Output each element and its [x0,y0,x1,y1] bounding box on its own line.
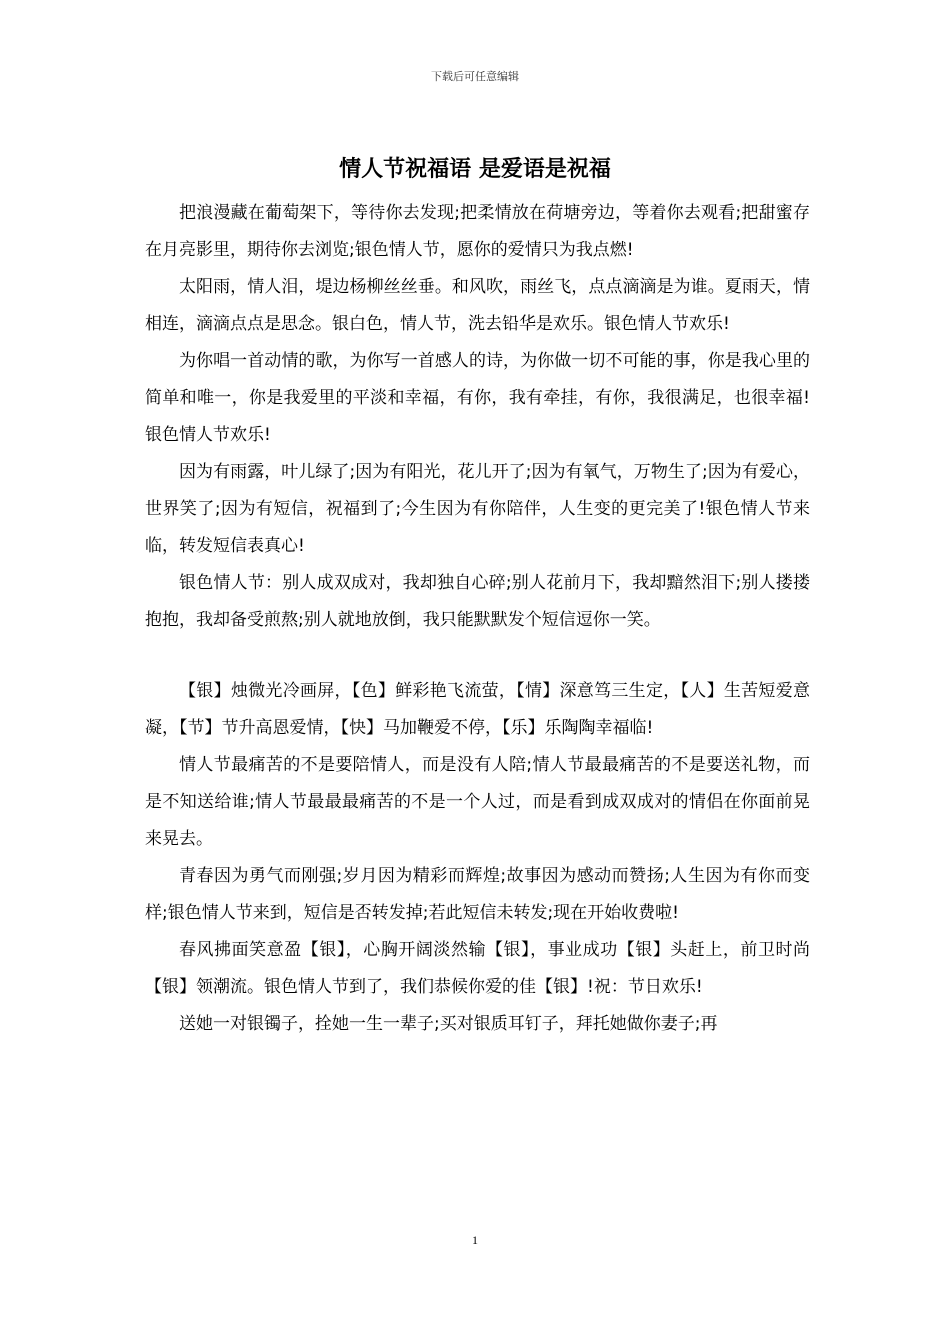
paragraph: 送她一对银镯子，拴她一生一辈子;买对银质耳钉子，拜托她做你妻子;再 [179,1014,718,1034]
paragraph: 情人节最痛苦的不是要陪情人，而是没有人陪;情人节最最痛苦的不是要送礼物，而是不知送给谁;情人节最最最痛苦的不是一个人过，而是看到成双成对的情侣在你面前晃来晃去。 [145,755,810,849]
paragraph: 【银】烛微光冷画屏，【色】鲜彩艳飞流萤，【情】深意笃三生定，【人】生苦短爱意凝，【节】节升高恩爱情，【快】马加鞭爱不停，【乐】乐陶陶幸福临! [145,681,810,738]
paragraph: 因为有雨露，叶儿绿了;因为有阳光，花儿开了;因为有氧气，万物生了;因为有爱心，世界笑了;因为有短信，祝福到了;今生因为有你陪伴，人生变的更完美了!银色情人节来临，转发短信表真心! [145,462,810,556]
paragraph: 把浪漫藏在葡萄架下，等待你去发现;把柔情放在荷塘旁边，等着你去观看;把甜蜜存在月亮影里，期待你去浏览;银色情人节，愿你的爱情只为我点燃! [145,203,810,260]
paragraph-gap [145,639,810,673]
header-note: 下载后可任意编辑 [431,70,519,83]
paragraph: 青春因为勇气而刚强;岁月因为精彩而辉煌;故事因为感动而赞扬;人生因为有你而变样;银色情人节来到，短信是否转发掉;若此短信未转发;现在开始收费啦! [145,866,810,923]
document-body [145,195,810,1043]
paragraph: 银色情人节：别人成双成对，我却独自心碎;别人花前月下，我却黯然泪下;别人搂搂抱抱，我却备受煎熬;别人就地放倒，我只能默默发个短信逗你一笑。 [145,573,810,630]
page-number: 1 [472,1233,478,1247]
paragraph: 为你唱一首动情的歌，为你写一首感人的诗，为你做一切不可能的事，你是我心里的简单和唯一，你是我爱里的平淡和幸福，有你，我有牵挂，有你，我很满足，也很幸福!银色情人节欢乐! [145,351,810,445]
paragraph: 太阳雨，情人泪，堤边杨柳丝丝垂。和风吹，雨丝飞，点点滴滴是为谁。夏雨天，情相连，滴滴点点是思念。银白色，情人节，洗去铅华是欢乐。银色情人节欢乐! [145,277,810,334]
document-title: 情人节祝福语 是爱语是祝福 [339,157,611,182]
paragraph: 春风拂面笑意盈【银】，心胸开阔淡然输【银】，事业成功【银】头赶上，前卫时尚【银】领潮流。银色情人节到了，我们恭候你爱的佳【银】!祝：节日欢乐! [145,940,810,997]
